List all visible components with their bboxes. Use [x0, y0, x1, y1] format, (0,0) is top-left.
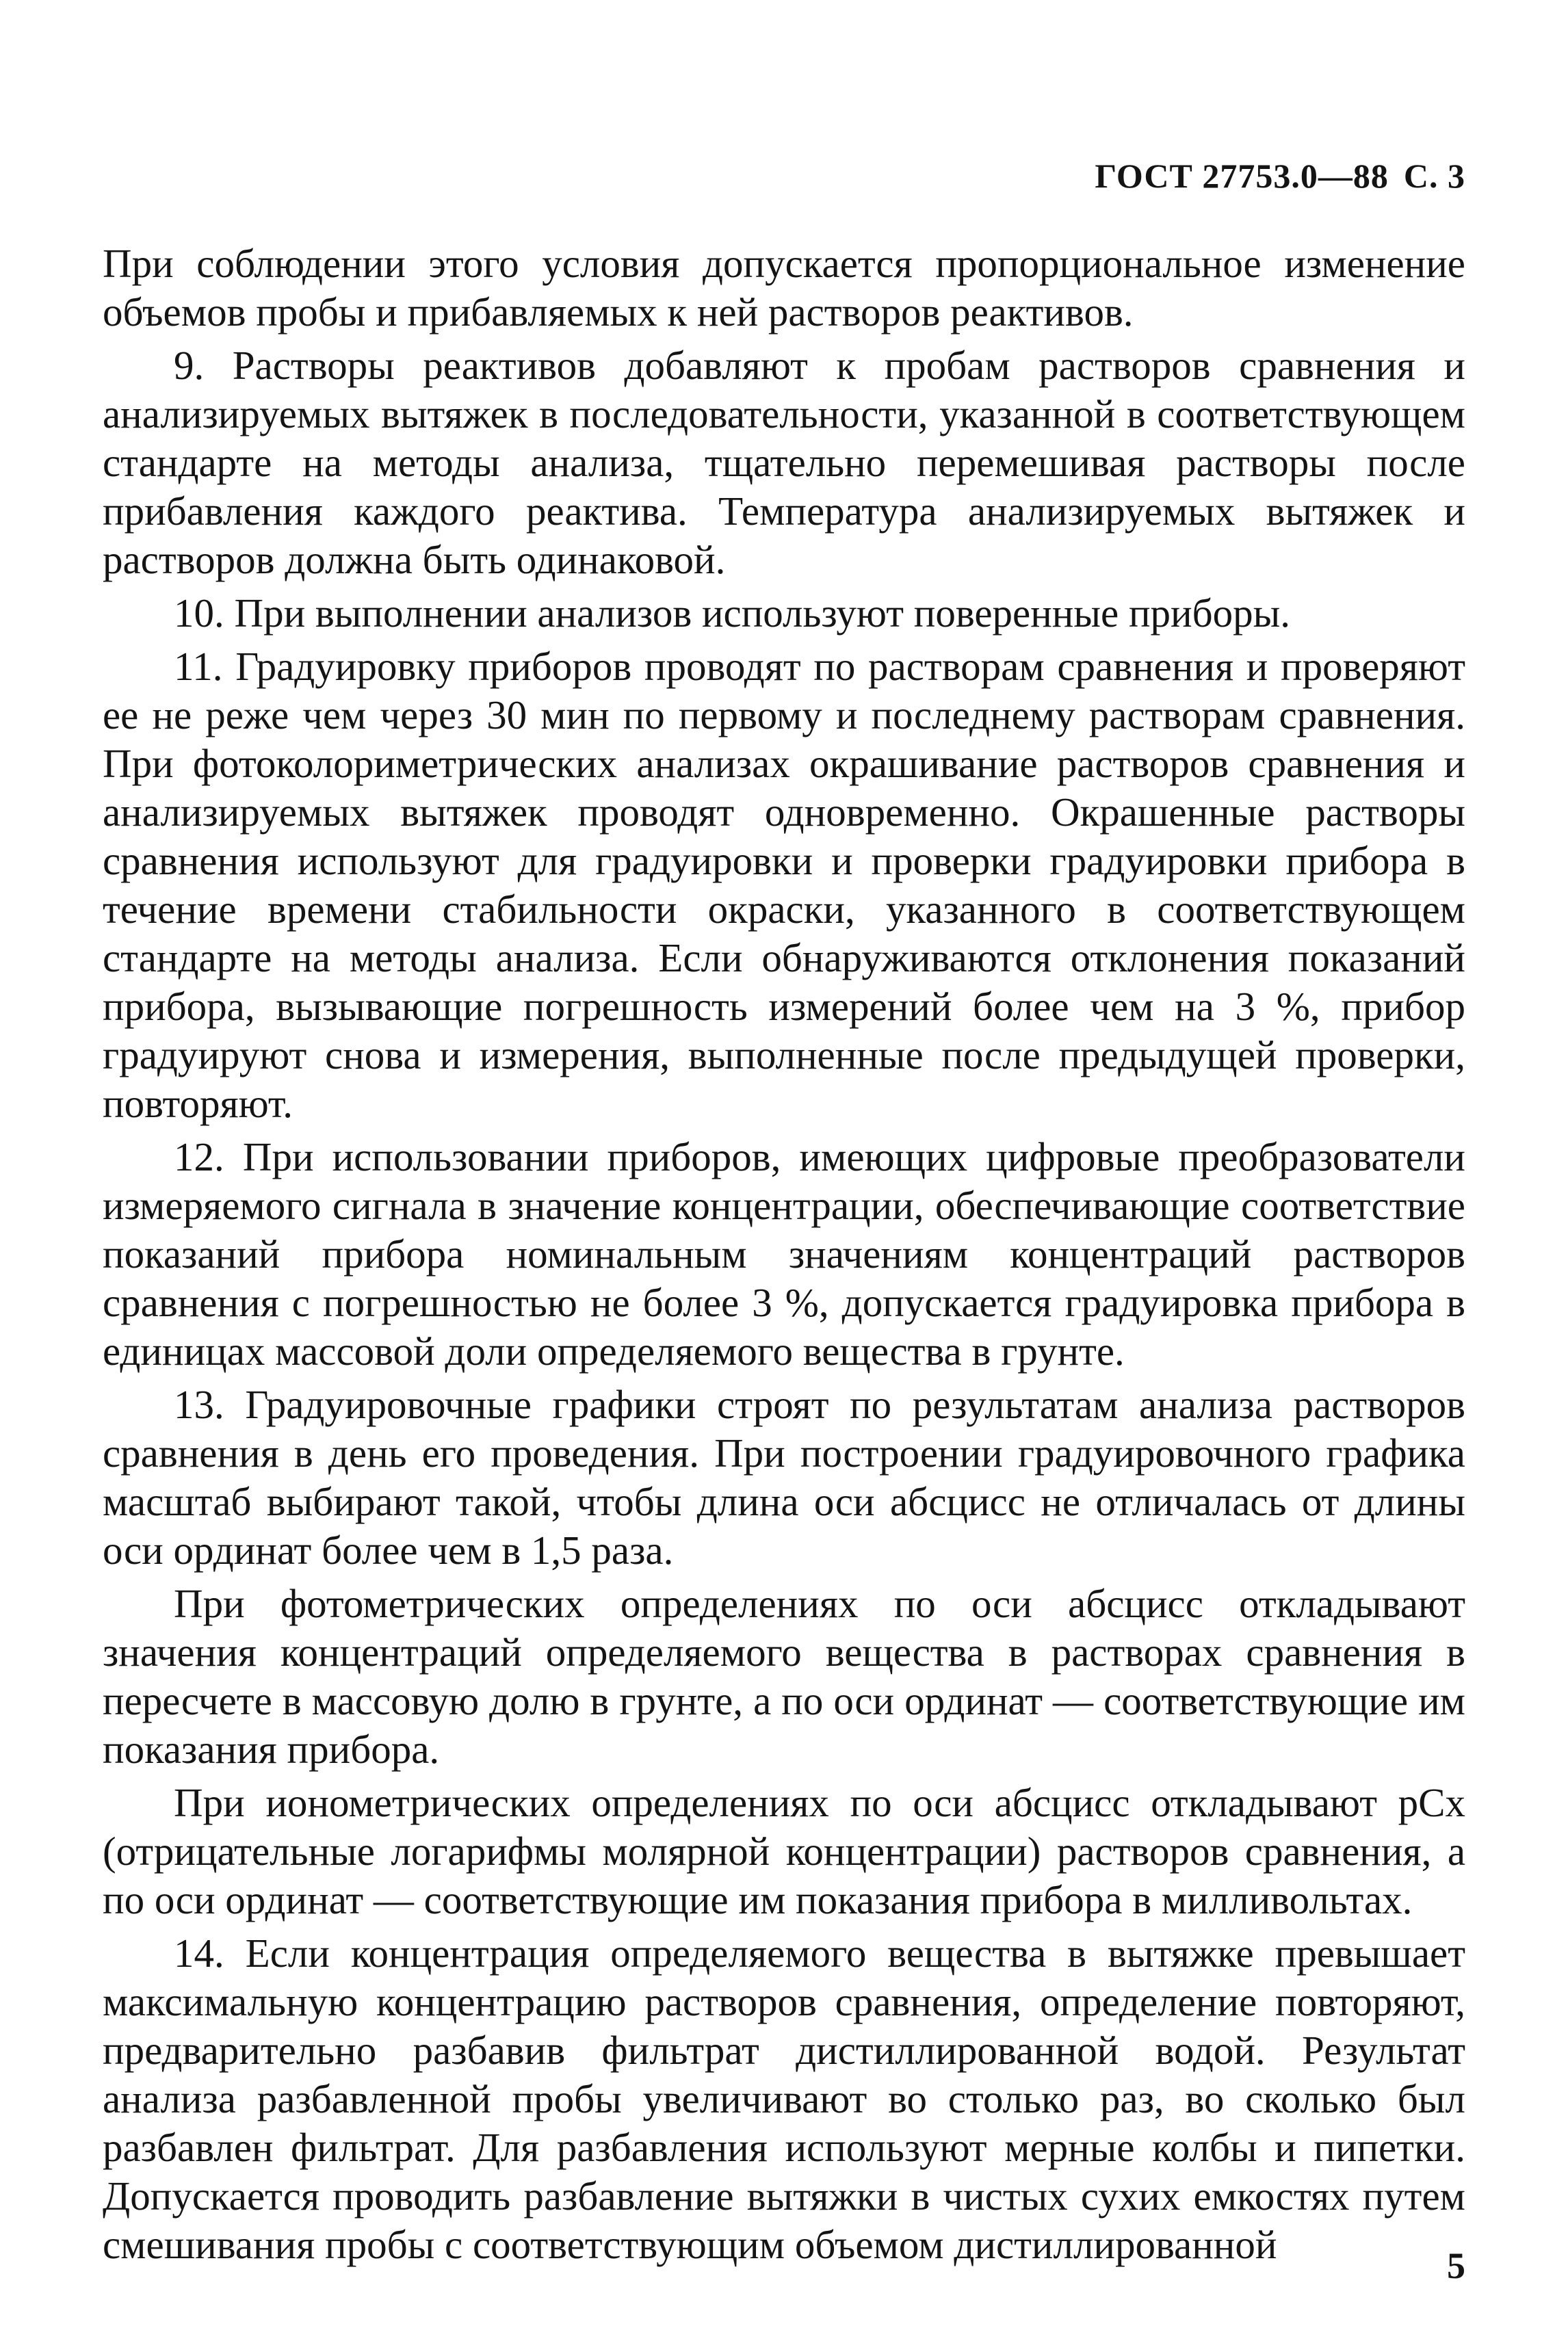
- paragraph-item-10: 10. При выполнении анализов используют поверенные приборы.: [174, 590, 1291, 636]
- page-number: 5: [1447, 2245, 1465, 2286]
- standard-number: ГОСТ 27753.0—88: [1095, 157, 1389, 195]
- paragraph-item-12: 12. При использовании приборов, имеющих цифровые преобразователи измеряемого сигнала в значение концентрации, обеспечивающие соответствие показаний прибора номинальным значениям концентраций растворов сравнения с погрешностью не более 3 %, допускается градуировка прибора в единицах массовой доли определяемого вещества в грунте.: [103, 1134, 1465, 1374]
- paragraph-photometric: При фотометрических определениях по оси абсцисс откладывают значения концентраций определяемого вещества в растворах сравнения в пересчете в массовую долю в грунте, а по оси ординат — соответствующие им показания прибора.: [103, 1581, 1465, 1772]
- paragraph-item-9: 9. Растворы реактивов добавляют к пробам растворов сравнения и анализируемых вытяжек в последовательности, указанной в соответствующем стандарте на методы анализа, тщательно перемешивая растворы после прибавления каждого реактива. Температура анализируемых вытяжек и растворов должна быть одинаковой.: [103, 343, 1465, 582]
- paragraph-item-14: 14. Если концентрация определяемого вещества в вытяжке превышает максимальную концентрацию растворов сравнения, определение повторяют, предварительно разбавив фильтрат дистиллированной водой. Результат анализа разбавленной пробы увеличивают во столько раз, во сколько был разбавлен фильтрат. Для разбавления используют мерные колбы и пипетки. Допускается проводить разбавление вытяжки в чистых сухих емкостях путем смешивания пробы с соответствующим объемом дистиллированной: [103, 1931, 1465, 2267]
- paragraph-item-11: 11. Градуировку приборов проводят по растворам сравнения и проверяют ее не реже чем через 30 мин по первому и последнему растворам сравнения. При фотоколориметрических анализах окрашивание растворов сравнения и анализируемых вытяжек проводят одновременно. Окрашенные растворы сравнения используют для градуировки и проверки градуировки прибора в течение времени стабильности окраски, указанного в соответствующем стандарте на методы анализа. Если обнаруживаются отклонения показаний прибора, вызывающие погрешность измерений более чем на 3 %, прибор градуируют снова и измерения, выполненные после предыдущей проверки, повторяют.: [103, 644, 1465, 1126]
- page-header: [1095, 156, 1465, 196]
- page-reference: С. 3: [1403, 157, 1465, 195]
- paragraph-item-13: 13. Градуировочные графики строят по результатам анализа растворов сравнения в день его проведения. При построении градуировочного графика масштаб выбирают такой, чтобы длина оси абсцисс не отличалась от длины оси ординат более чем в 1,5 раза.: [103, 1382, 1465, 1573]
- paragraph-ionometric: При ионометрических определениях по оси абсцисс откладывают pCx (отрицательные логарифмы молярной концентрации) растворов сравнения, а по оси ординат — соответствующие им показания прибора в милливольтах.: [103, 1780, 1465, 1922]
- document-body: [103, 239, 1465, 2274]
- paragraph-continuation: При соблюдении этого условия допускается пропорциональное изменение объемов пробы и прибавляемых к ней растворов реактивов.: [103, 241, 1465, 335]
